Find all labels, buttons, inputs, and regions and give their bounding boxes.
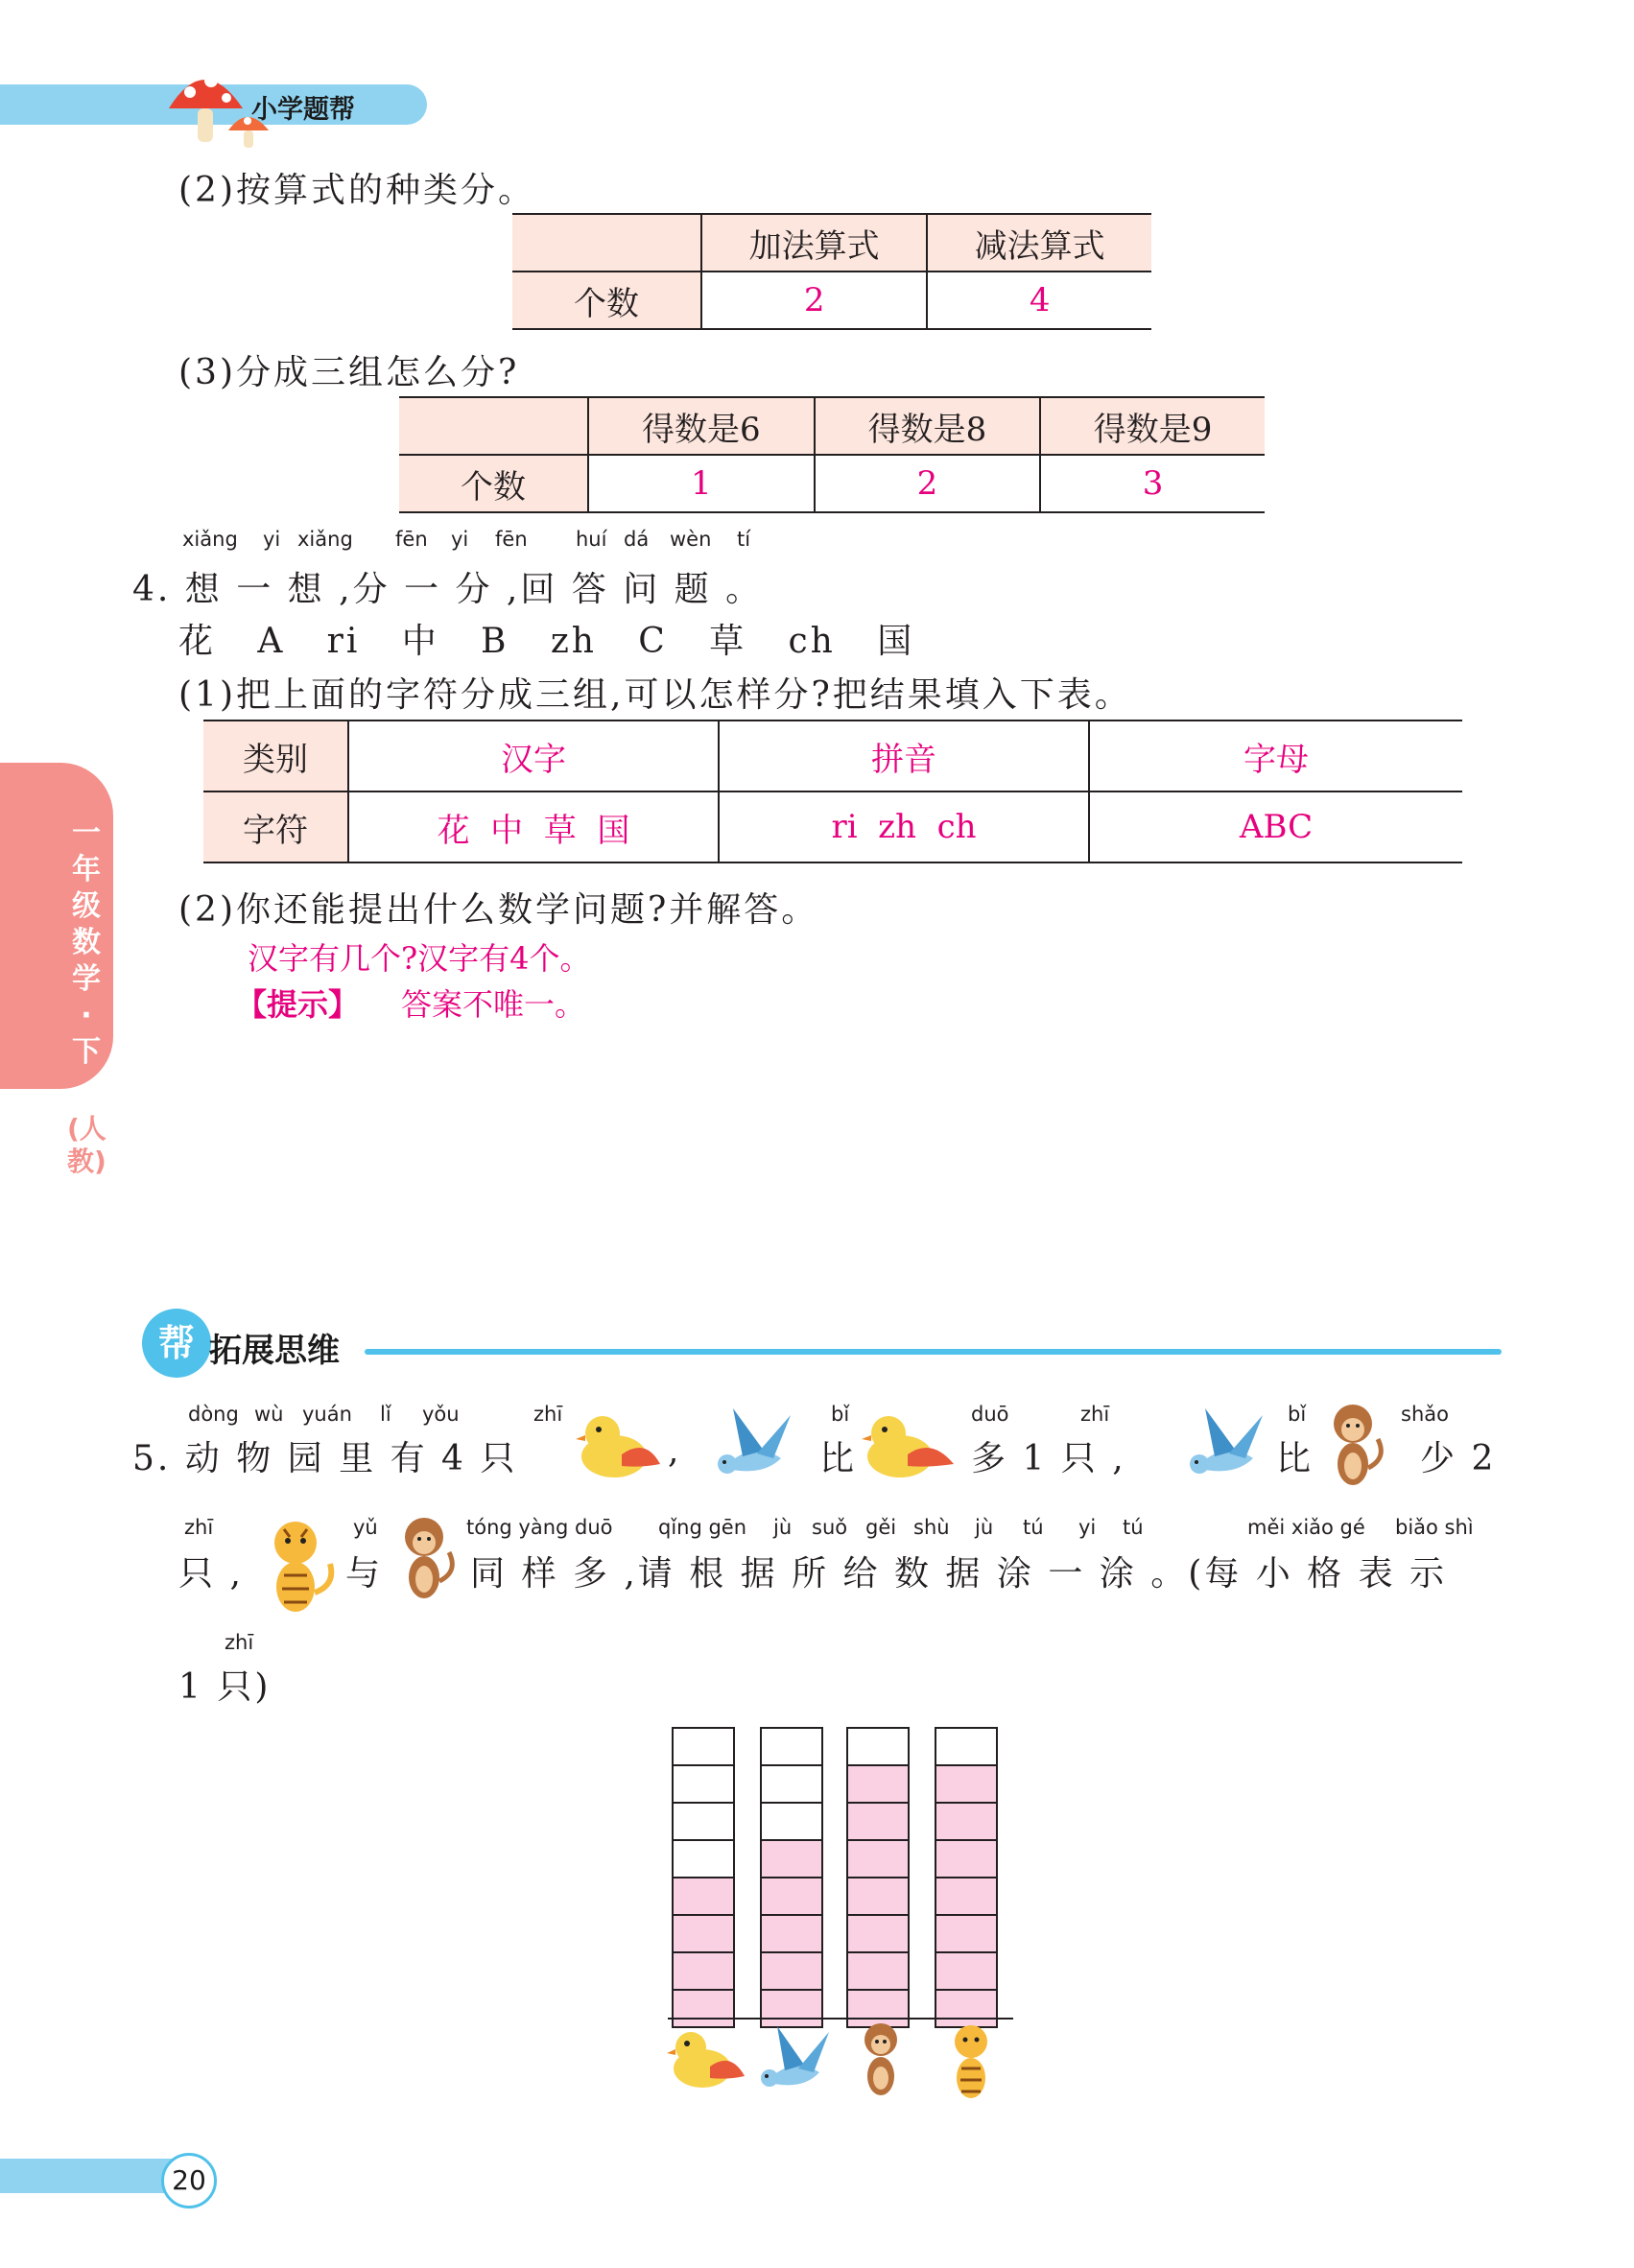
side-grade-label: 一年级数学·下 — [72, 816, 101, 1069]
grid-cell-filled[interactable] — [935, 1951, 998, 1989]
table-header: 字母 — [1089, 721, 1462, 791]
pinyin: suǒ — [812, 1516, 848, 1539]
pinyin: zhī — [184, 1516, 214, 1539]
pinyin: tí — [737, 528, 751, 551]
table-header: 汉字 — [348, 721, 719, 791]
q5-line2-a: 只 , — [178, 1554, 244, 1594]
grid-cell-filled[interactable] — [760, 1951, 823, 1989]
chart-baseline — [668, 2018, 1013, 2020]
pinyin: huí — [576, 528, 607, 551]
grid-cell[interactable] — [846, 1727, 910, 1764]
pinyin: yi — [263, 528, 281, 551]
pinyin: zhī — [225, 1631, 254, 1654]
yellow-bird-icon — [860, 1408, 959, 1489]
answer-cell: 花 中 草 国 — [348, 791, 719, 862]
answer-cell: ri zh ch — [719, 791, 1089, 862]
q4-symbols: 花 A ri 中 B zh C 草 ch 国 — [178, 622, 915, 661]
grid-cell-filled[interactable] — [935, 1877, 998, 1914]
side-edition-label: (人教) — [67, 1113, 107, 1177]
grid-cell[interactable] — [760, 1764, 823, 1802]
answer-cell: 2 — [815, 455, 1041, 512]
answer-cell: 3 — [1040, 455, 1265, 512]
q4-part2-prompt: (2)你还能提出什么数学问题?并解答。 — [178, 890, 819, 930]
hint-label: 【提示】 — [236, 986, 360, 1023]
grid-cell[interactable] — [935, 1727, 998, 1764]
bar-monkey — [846, 1727, 910, 2028]
q3-part2-table — [512, 213, 1151, 330]
q5-line1-e: 比 — [1276, 1439, 1314, 1478]
q5-line1-c: 比 — [819, 1439, 858, 1478]
table-header: 类别 — [203, 721, 348, 791]
grid-cell-filled[interactable] — [760, 1914, 823, 1951]
grid-cell-filled[interactable] — [935, 1764, 998, 1802]
answer-cell: 4 — [927, 272, 1151, 329]
q5-line3: 1 只) — [178, 1667, 272, 1707]
pinyin: yi — [1078, 1516, 1097, 1539]
pinyin: tú — [1023, 1516, 1044, 1539]
hint-text: 答案不唯一。 — [401, 986, 586, 1023]
pinyin: tú — [1123, 1516, 1144, 1539]
pinyin: shù — [913, 1516, 950, 1539]
grid-cell[interactable] — [672, 1802, 735, 1839]
answer-cell: 2 — [701, 272, 927, 329]
answer-cell: ABC — [1089, 791, 1462, 862]
q5-line2-b: 与 — [345, 1554, 384, 1594]
pinyin: qǐng gēn — [658, 1516, 747, 1539]
q3-part2-prompt: (2)按算式的种类分。 — [178, 171, 535, 210]
grid-cell-filled[interactable] — [672, 1989, 735, 2028]
pinyin: biǎo shì — [1395, 1516, 1474, 1539]
pinyin: bǐ — [831, 1403, 850, 1426]
grid-cell-filled[interactable] — [935, 1839, 998, 1877]
pinyin: jù — [773, 1516, 793, 1539]
q5-line1-d: 多 1 只 , — [971, 1439, 1126, 1478]
grid-cell-filled[interactable] — [760, 1839, 823, 1877]
q5-line1-b: , — [668, 1431, 682, 1471]
q3-part3-table — [399, 396, 1265, 513]
grid-cell-filled[interactable] — [846, 1951, 910, 1989]
row-label: 个数 — [399, 455, 588, 512]
pinyin: gěi — [865, 1516, 897, 1539]
pinyin: xiǎng — [182, 528, 238, 551]
grid-cell-filled[interactable] — [846, 1802, 910, 1839]
pinyin: dá — [624, 528, 650, 551]
row-label: 个数 — [512, 272, 701, 329]
pinyin: jù — [975, 1516, 994, 1539]
pinyin: zhī — [1080, 1403, 1110, 1426]
row-label: 字符 — [203, 791, 348, 862]
answer-cell: 1 — [588, 455, 815, 512]
grid-cell[interactable] — [760, 1727, 823, 1764]
table-header: 得数是6 — [588, 397, 815, 455]
blue-bird-icon — [1176, 1401, 1276, 1489]
grid-cell[interactable] — [672, 1839, 735, 1877]
grid-cell-filled[interactable] — [846, 1914, 910, 1951]
pinyin: yuán — [302, 1403, 352, 1426]
grid-cell[interactable] — [760, 1802, 823, 1839]
q3-part3-prompt: (3)分成三组怎么分? — [178, 353, 520, 392]
grid-cell-filled[interactable] — [846, 1877, 910, 1914]
q4-table — [203, 720, 1462, 863]
table-corner — [512, 214, 701, 272]
table-header: 得数是9 — [1040, 397, 1265, 455]
tiger-icon — [942, 2020, 1004, 2105]
q5-line1-a: 5. 动 物 园 里 有 4 只 — [132, 1439, 518, 1478]
pinyin: xiǎng — [297, 528, 353, 551]
yellow-bird-icon — [666, 2024, 746, 2097]
page-number: 20 — [161, 2153, 217, 2209]
grid-cell[interactable] — [672, 1764, 735, 1802]
grid-cell-filled[interactable] — [672, 1877, 735, 1914]
pinyin: wù — [254, 1403, 284, 1426]
table-corner — [399, 397, 588, 455]
q4-answer: 汉字有几个?汉字有4个。 — [248, 940, 591, 977]
table-header: 减法算式 — [927, 214, 1151, 272]
pinyin: dòng — [188, 1403, 239, 1426]
blue-bird-icon — [752, 2019, 833, 2103]
table-header: 拼音 — [719, 721, 1089, 791]
q4-title: 4. 想 一 想 ,分 一 分 ,回 答 问 题 。 — [132, 570, 764, 609]
table-header: 得数是8 — [815, 397, 1041, 455]
blue-bird-icon — [704, 1401, 804, 1489]
monkey-icon — [856, 2020, 910, 2105]
grid-cell-filled[interactable] — [672, 1914, 735, 1951]
pinyin: lǐ — [380, 1403, 391, 1426]
grid-cell-filled[interactable] — [846, 1764, 910, 1802]
q5-line1-f: 少 2 — [1420, 1439, 1497, 1478]
grid-cell-filled[interactable] — [672, 1951, 735, 1989]
pinyin: fēn — [395, 528, 428, 551]
section-badge: 帮 — [142, 1309, 211, 1378]
pinyin: tóng yàng duō — [466, 1516, 613, 1539]
pinyin: yǔ — [353, 1516, 378, 1539]
grid-cell-filled[interactable] — [760, 1877, 823, 1914]
pinyin: měi xiǎo gé — [1247, 1516, 1365, 1539]
header-title: 小学题帮 — [251, 95, 355, 125]
section-divider — [365, 1349, 1502, 1355]
grid-cell-filled[interactable] — [846, 1839, 910, 1877]
bar-bird-blue — [760, 1727, 823, 2028]
q5-line2-c: 同 样 多 ,请 根 据 所 给 数 据 涂 一 涂 。(每 小 格 表 示 — [470, 1554, 1448, 1594]
pinyin: shǎo — [1401, 1403, 1449, 1426]
grid-cell-filled[interactable] — [935, 1802, 998, 1839]
yellow-bird-icon — [574, 1408, 664, 1489]
pinyin: yi — [451, 528, 469, 551]
tiger-icon — [255, 1516, 342, 1623]
table-header: 加法算式 — [701, 214, 927, 272]
section-title: 拓展思维 — [209, 1332, 340, 1370]
monkey-icon — [1324, 1401, 1387, 1499]
bar-tiger — [935, 1727, 998, 2028]
pinyin: fēn — [495, 528, 528, 551]
pinyin: yǒu — [422, 1403, 460, 1426]
pinyin: bǐ — [1288, 1403, 1307, 1426]
grid-cell-filled[interactable] — [935, 1914, 998, 1951]
monkey-icon — [395, 1514, 459, 1612]
pinyin: wèn — [670, 528, 712, 551]
grid-cell[interactable] — [672, 1727, 735, 1764]
pinyin: duō — [971, 1403, 1009, 1426]
pinyin: zhī — [533, 1403, 563, 1426]
q4-part1-prompt: (1)把上面的字符分成三组,可以怎样分?把结果填入下表。 — [178, 675, 1132, 715]
bar-bird-yellow — [672, 1727, 735, 2028]
